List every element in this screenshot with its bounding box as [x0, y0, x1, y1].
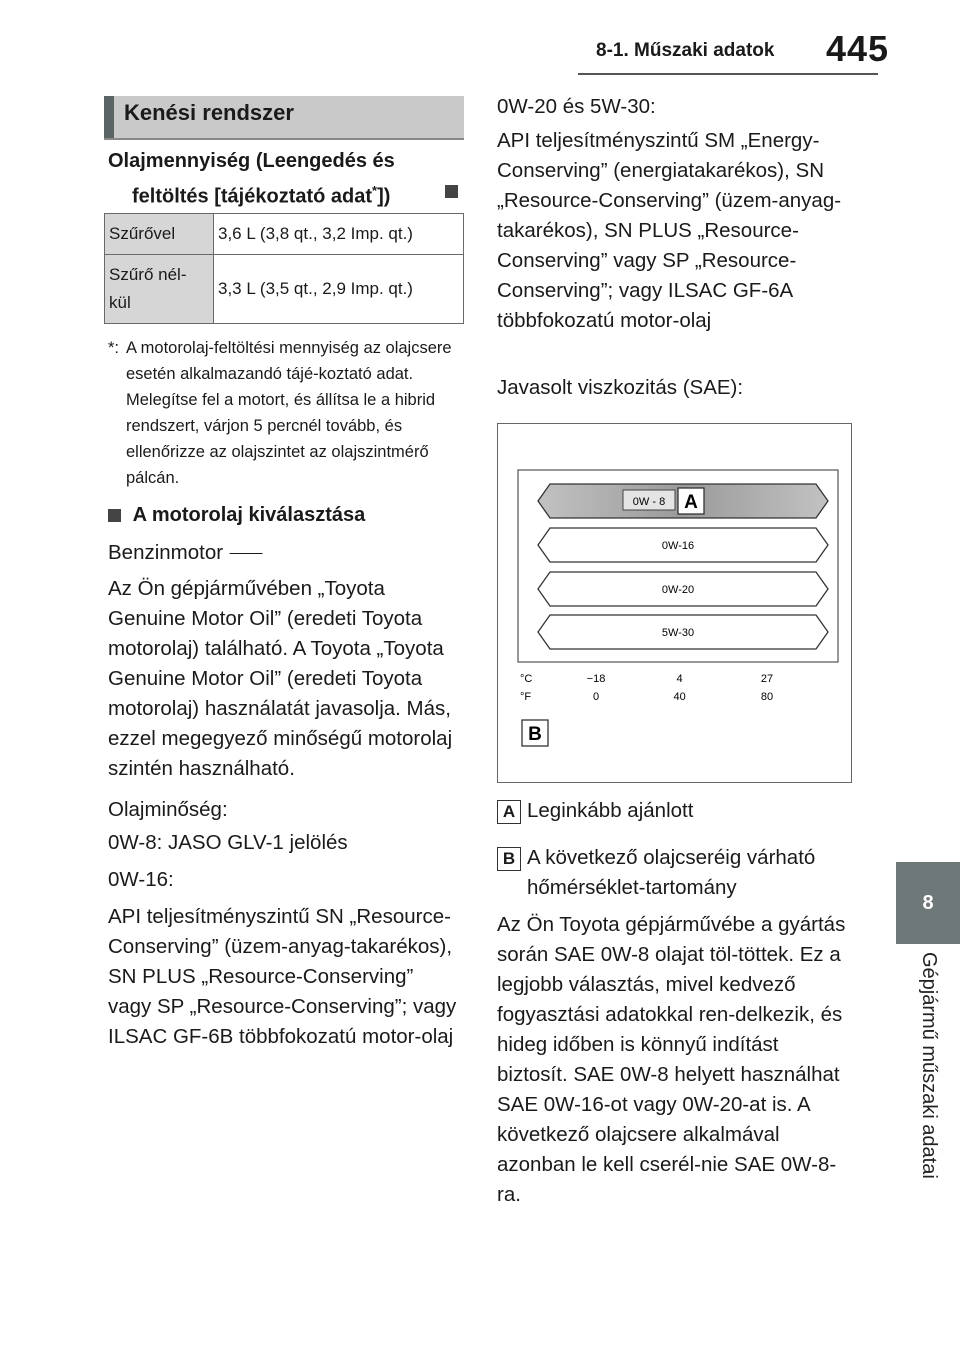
tick-label-fahrenheit: 40 — [673, 691, 686, 703]
viscosity-grade-label: 0W-20 — [661, 584, 695, 596]
left-para-2: Az Ön gépjárművében „Toyota Genuine Motor Oil” (eredeti Toyota motorolaj) található. A Toyota „Toyota Genuine Motor Oil” (eredeti Toyota motorolaj) használatát javasolja. Más, ezzel megegyező minőségű motorolaj szintén használható. — [108, 577, 453, 780]
right-para-1: 0W-20 és 5W-30: — [497, 95, 656, 118]
legend-key: A — [497, 800, 521, 824]
chapter-tab: 8 — [896, 862, 960, 944]
viscosity-grade-label: 0W-16 — [661, 540, 695, 552]
right-para-2: API teljesítményszintű SM „Energy-Conserving” (energiatakarékos), SN „Resource-Conserving” (üzem-anyag-takarékos), SN PLUS „Resource-Conserving” vagy SP „Resource-Conserving”; vagy ILSAC GF-6A többfokozatú motor-olaj — [497, 129, 842, 332]
section-heading — [104, 96, 464, 140]
right-para-3: Javasolt viszkozitás (SAE): — [497, 376, 744, 399]
page-header — [0, 0, 960, 80]
table-row — [105, 214, 464, 255]
footnote-marker: *: — [108, 339, 120, 357]
section-label: 8-1. Műszaki adatok — [596, 40, 775, 61]
oil-capacity-title-end: ]) — [377, 185, 391, 208]
header-rule — [578, 73, 878, 75]
oil-capacity-table — [104, 213, 464, 324]
tick-label-fahrenheit: 0 — [592, 691, 600, 703]
oil-capacity-title-line2: feltöltés [tájékoztató adat — [132, 185, 373, 208]
left-para-3: Olajminőség: — [108, 798, 228, 821]
legend-text: A következő olajcseréig várható hőmérséklet-tartomány — [527, 846, 816, 899]
chapter-title-vertical — [896, 952, 960, 1212]
viscosity-chart — [497, 423, 852, 783]
footnote-text: A motorolaj-feltöltési mennyiség az olajcsere esetén alkalmazandó tájé-koztató adat. Melegítse fel a motort, és állítsa le a hibrid rendszert, várjon 5 percnél tovább, és ellenőrizze az olajszintet az olajszintmérő pálcán. — [126, 339, 452, 487]
tick-label-celsius: 4 — [676, 673, 683, 685]
viscosity-grade-label: 0W - 8 — [632, 496, 666, 508]
left-para-4: 0W-8: JASO GLV-1 jelölés — [108, 831, 348, 854]
marker-b-text: B — [528, 724, 542, 745]
oil-capacity-title-line1: Olajmennyiség (Leengedés és — [108, 150, 395, 172]
oil-capacity-heading — [108, 146, 468, 212]
tick-label-celsius: −18 — [586, 673, 606, 685]
section-heading-text: Kenési rendszer — [124, 100, 294, 125]
table-key: Szűrő nél- kül — [105, 255, 214, 324]
viscosity-chart-svg — [498, 424, 851, 782]
page-number: 445 — [826, 28, 890, 69]
oil-selection-title: A motorolaj kiválasztása — [132, 504, 366, 526]
table-value: 3,3 L (3,5 qt., 2,9 Imp. qt.) — [214, 255, 464, 324]
table-key: Szűrővel — [105, 214, 214, 255]
table-value: 3,6 L (3,8 qt., 3,2 Imp. qt.) — [214, 214, 464, 255]
left-para-1: Benzinmotor ⸺ — [108, 541, 264, 564]
left-para-6: API teljesítményszintű SN „Resource-Conserving” (üzem-anyag-takarékos), SN PLUS „Resource-Conserving” vagy SP „Resource-Conserving”; vagy ILSAC GF-6B többfokozatú motor-olaj — [108, 905, 457, 1048]
legend-text: Leginkább ajánlott — [527, 799, 694, 822]
viscosity-grade-label: 5W-30 — [661, 627, 695, 639]
closing-paragraph: Az Ön Toyota gépjárművébe a gyártás során SAE 0W-8 olajat töl-töttek. Ez a legjobb választás, mivel kedvező fogyasztási adatokkal ren-delkezik, és hideg időben is könnyű indítást biztosít. SAE 0W-8 helyett használhat SAE 0W-16-ot vagy 0W-20-at is. A következő olajcsere alkalmával azonban le kell cserél-nie SAE 0W-8-ra. — [497, 913, 846, 1206]
oil-capacity-title-line2-wrap — [108, 176, 468, 212]
axis-fahrenheit-label: °F — [520, 691, 532, 703]
footnote-star: * — [372, 183, 378, 198]
heading-square-icon — [108, 509, 121, 522]
marker-a-text: A — [684, 492, 698, 513]
section-heading-bar — [104, 96, 114, 138]
tick-label-fahrenheit: 80 — [760, 691, 774, 703]
legend-key: B — [497, 847, 521, 871]
left-para-5: 0W-16: — [108, 868, 174, 891]
axis-celsius-label: °C — [520, 673, 533, 685]
heading-square-icon — [445, 185, 458, 198]
chapter-title: Gépjármű műszaki adatai — [918, 952, 940, 1179]
footnote — [108, 335, 468, 491]
table-row — [105, 255, 464, 324]
tick-label-celsius: 27 — [760, 673, 774, 685]
oil-selection-heading — [108, 500, 365, 530]
